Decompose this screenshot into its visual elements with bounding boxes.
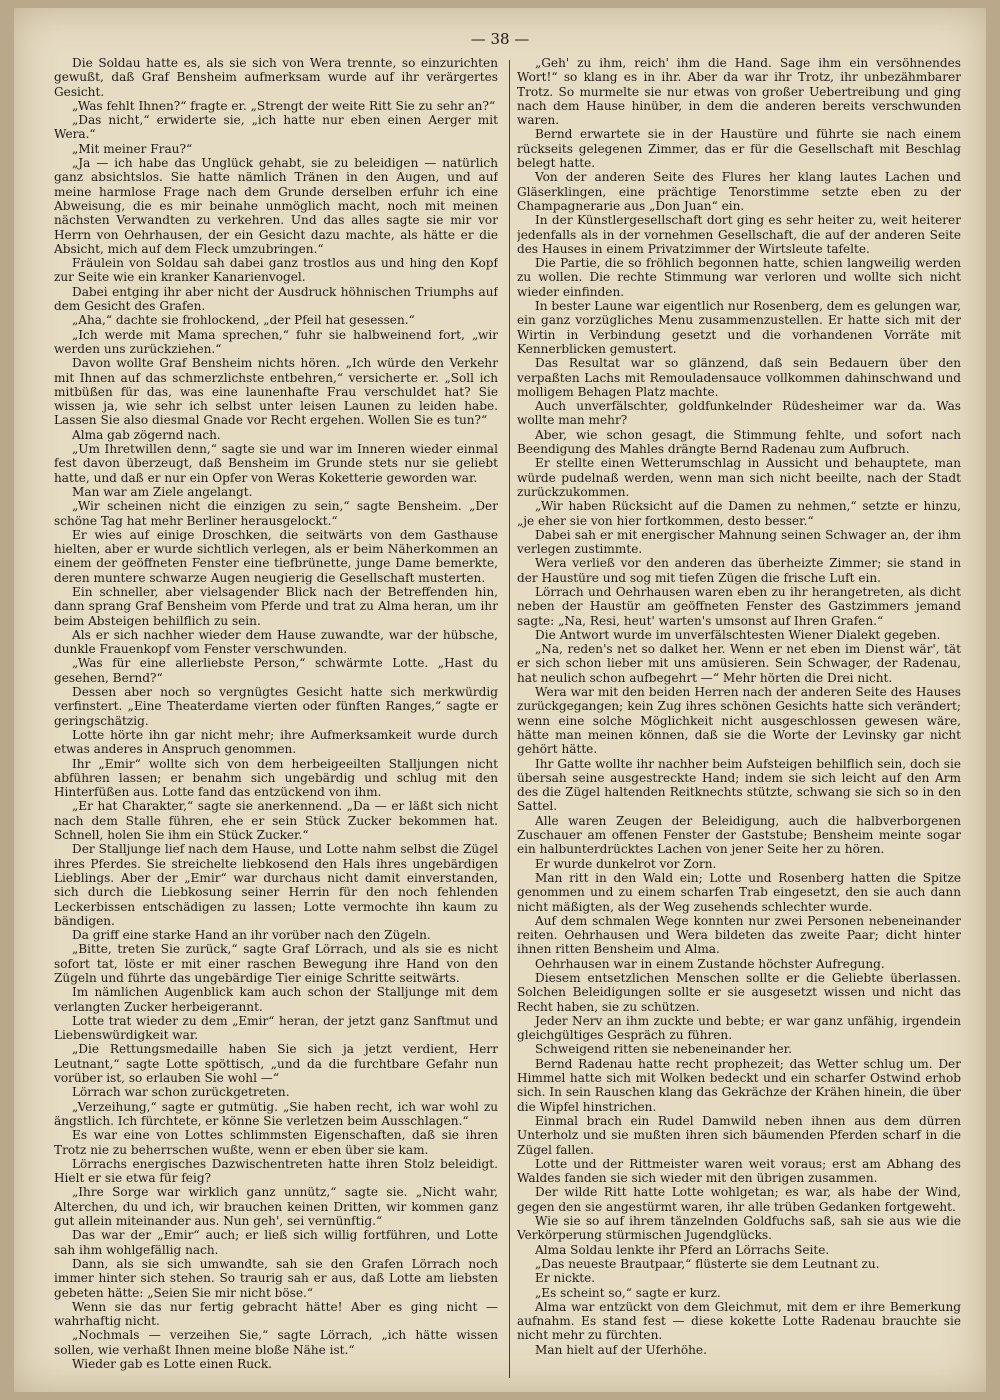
paragraph: Man ritt in den Wald ein; Lotte und Rosenberg hatten die Spitze genommen und zu einem scharfen Trab eingesetzt, den sie auch dann nicht mäßigten, als der Weg zusehends schlechter wurde. (517, 870, 961, 914)
paragraph: „Nochmals — verzeihen Sie,“ sagte Lörrach, „ich hätte wissen sollen, wie verhaßt Ihnen meine bloße Nähe ist.“ (54, 1328, 498, 1357)
paragraph: Die Soldau hatte es, als sie sich von Wera trennte, so einzurichten gewußt, daß Graf Bensheim aufmerksam wurde auf ihr verärgertes Gesicht. (54, 56, 498, 99)
paragraph: „Ich werde mit Mama sprechen,“ fuhr sie halbweinend fort, „wir werden uns zurückziehen.“ (54, 327, 498, 356)
paragraph: „Was für eine allerliebste Person,“ schwärmte Lotte. „Hast du gesehen, Bernd?“ (54, 656, 498, 685)
paragraph: Schweigend ritten sie nebeneinander her. (535, 1042, 792, 1057)
paragraph: „Es scheint so,“ sagte er kurz. (535, 1285, 721, 1300)
paragraph: „Geh' zu ihm, reich' ihm die Hand. Sage ihm ein versöhnendes Wort!“ so klang es in ihr. Aber da war ihr Trotz, ihr unbezähmbarer Trotz. So murmelte sie nur etwas von großer Uebertreibung und ging nach dem Hause hinüber, in dem die anderen bereits verschwunden waren. (517, 56, 961, 128)
paragraph: „Verzeihung,“ sagte er gutmütig. „Sie haben recht, ich war wohl zu ängstlich. Ich fürchtete, er könne Sie verletzen beim Ausschlagen.“ (54, 1099, 498, 1128)
right-column (517, 56, 961, 1382)
paragraph: Dessen aber noch so vergnügtes Gesicht hatte sich merkwürdig verfinstert. „Eine Theaterdame vierten oder fünften Ranges,“ sagte er geringschätzig. (54, 685, 498, 728)
paragraph: Da griff eine starke Hand an ihr vorüber nach den Zügeln. (72, 928, 431, 943)
paragraph: „Mit meiner Frau?“ (72, 141, 193, 156)
paragraph: Oehrhausen war in einem Zustande höchster Aufregung. (535, 956, 885, 971)
paragraph: Aber, wie schon gesagt, die Stimmung fehlte, und sofort nach Beendigung des Mahles drängte Bernd Radenau zum Aufbruch. (517, 427, 961, 457)
paragraph: Alma Soldau lenkte ihr Pferd an Lörrachs Seite. (535, 1242, 830, 1257)
paragraph: Lörrach war schon zurückgetreten. (72, 1085, 290, 1100)
paragraph: Jeder Nerv an ihm zuckte und bebte; er war ganz unfähig, irgendein gleichgültiges Gespräch zu führen. (517, 1013, 961, 1043)
paragraph: „Aha,“ dachte sie frohlockend, „der Pfeil hat gesessen.“ (72, 313, 415, 328)
paragraph: Wie sie so auf ihrem tänzelnden Goldfuchs saß, sah sie aus wie die Verkörperung stürmischen Jugendglücks. (517, 1214, 961, 1243)
paragraph: Alma gab zögernd nach. (72, 427, 221, 442)
paragraph: Lotte und der Rittmeister waren weit voraus; erst am Abhang des Waldes fanden sie sich wieder mit den übrigen zusammen. (517, 1156, 961, 1186)
paragraph: Alma war entzückt von dem Gleichmut, mit dem er ihre Bemerkung aufnahm. Es stand fest — diese kokette Lotte Radenau brauchte sie nicht mehr zu fürchten. (517, 1299, 961, 1343)
paragraph: Man hielt auf der Uferhöhe. (535, 1342, 707, 1357)
paragraph: „Wir haben Rücksicht auf die Damen zu nehmen,“ setzte er hinzu, „je eher sie von hier fortkommen, desto besser.“ (517, 499, 961, 528)
paragraph: Ihr „Emir“ wollte sich von dem herbeigeeilten Stalljungen nicht abführen lassen; er benahm sich ungebärdig und schlug mit den Hinterfüßen aus. Lotte fand das entzückend von ihm. (54, 756, 498, 800)
paragraph: Fräulein von Soldau sah dabei ganz trostlos aus und hing den Kopf zur Seite wie ein kranker Kanarienvogel. (54, 256, 498, 285)
paragraph: Wieder gab es Lotte einen Ruck. (72, 1357, 272, 1372)
paragraph: Davon wollte Graf Bensheim nichts hören. „Ich würde den Verkehr mit Ihnen auf das schmerzlichste entbehren,“ versicherte er. „Soll ich mitbüßen für das, was eine launenhafte Frau verschuldet hat? Sie wissen ja, wie sehr ich selbst unter leisen Launen zu leiden habe. Lassen Sie also diesmal Gnade vor Recht ergehen. Wollen Sie es tun?“ (54, 356, 498, 428)
paragraph: Dabei entging ihr aber nicht der Ausdruck höhnischen Triumphs auf dem Gesicht des Grafen. (54, 284, 498, 314)
paragraph: Die Antwort wurde im unverfälschtesten Wiener Dialekt gegeben. (535, 627, 941, 642)
paragraph: Im nämlichen Augenblick kam auch schon der Stalljunge mit dem verlangten Zucker herbeigerannt. (54, 985, 498, 1014)
paragraph: „Na, reden's net so dalket her. Wenn er net eben im Dienst wär', tät er sich schon lieber mit uns amüsieren. Sein Schwager, der Radenau, hat neulich schon aufbegehrt —“ Mehr hörten die Drei nicht. (517, 642, 961, 685)
paragraph: Wera verließ vor den anderen das überheizte Zimmer; sie stand in der Haustüre und sog mit tiefen Zügen die frische Luft ein. (517, 556, 961, 585)
paragraph: Man war am Ziele angelangt. (72, 484, 253, 499)
newspaper-page (14, 8, 986, 1392)
paragraph: Dabei sah er mit energischer Mahnung seinen Schwager an, der ihm verlegen zustimmte. (517, 527, 961, 557)
paragraph: Bernd erwartete sie in der Haustüre und führte sie nach einem rückseits gelegenen Zimmer, das er für die Gesellschaft mit Beschlag belegt hatte. (517, 127, 961, 171)
paragraph: „Das nicht,“ erwiderte sie, „ich hatte nur eben einen Aerger mit Wera.“ (54, 113, 498, 142)
paragraph: Als er sich nachher wieder dem Hause zuwandte, war der hübsche, dunkle Frauenkopf vom Fenster verschwunden. (54, 627, 498, 657)
paragraph: Wenn sie das nur fertig gebracht hätte! Aber es ging nicht — wahrhaftig nicht. (54, 1299, 498, 1329)
paragraph: Das war der „Emir“ auch; er ließ sich willig fortführen, und Lotte sah ihm wohlgefällig nach. (54, 1228, 498, 1257)
column-divider (509, 60, 510, 1378)
paragraph: „Wir scheinen nicht die einzigen zu sein,“ sagte Bensheim. „Der schöne Tag hat mehr Berliner herausgelockt.“ (54, 499, 498, 528)
paragraph: Lörrach und Oehrhausen waren eben zu ihr herangetreten, als dicht neben der Haustür am geöffneten Fenster des Gastzimmers jemand sagte: „Na, Resi, heut' warten's umsonst auf Ihren Grafen.“ (517, 584, 961, 628)
paragraph: „Er hat Charakter,“ sagte sie anerkennend. „Da — er läßt sich nicht nach dem Stalle führen, ehe er sein Stück Zucker bekommen hat. Schnell, holen Sie ihm ein Stück Zucker.“ (54, 799, 498, 843)
paragraph: Dann, als sie sich umwandte, sah sie den Grafen Lörrach noch immer hinter sich stehen. So traurig sah er aus, daß Lotte am liebsten gebeten hätte: „Seien Sie mir nicht böse.“ (54, 1256, 498, 1300)
paragraph: „Die Rettungsmedaille haben Sie sich ja jetzt verdient, Herr Leutnant,“ sagte Lotte spöttisch, „und da die furchtbare Gefahr nun vorüber ist, so erlauben Sie wohl —“ (54, 1042, 498, 1086)
paragraph: Lörrachs energisches Dazwischentreten hatte ihren Stolz beleidigt. Hielt er sie etwa für feig? (54, 1156, 498, 1186)
paragraph: Auch unverfälschter, goldfunkelnder Rüdesheimer war da. Was wollte man mehr? (517, 399, 961, 428)
paragraph: „Was fehlt Ihnen?“ fragte er. „Strengt der weite Ritt Sie zu sehr an?“ (72, 98, 496, 113)
paragraph: „Bitte, treten Sie zurück,“ sagte Graf Lörrach, und als sie es nicht sofort tat, löste er mit einer raschen Bewegung ihre Hand von den Zügeln und führte das ungebärdige Tier einige Schritte seitwärts. (54, 942, 498, 985)
paragraph: Ihr Gatte wollte ihr nachher beim Aufsteigen behilflich sein, doch sie übersah seine ausgestreckte Hand; indem sie sich leicht auf den Arm des die Zügel haltenden Reitknechts stützte, schwang sie sich so in den Sattel. (517, 756, 961, 814)
page-number: — 38 — (470, 30, 530, 48)
paragraph: Wera war mit den beiden Herren nach der anderen Seite des Hauses zurückgegangen; kein Zug ihres schönen Gesichts hatte sich verändert; wenn eine solche Möglichkeit nicht ausgeschlossen gewesen wäre, hätte man meinen können, daß sie die Worte der Levinsky gar nicht gehört hätte. (517, 685, 961, 757)
paragraph: „Das neueste Brautpaar,“ flüsterte sie dem Leutnant zu. (535, 1256, 880, 1271)
paragraph: Das Resultat war so glänzend, daß sein Bedauern über den verpaßten Lachs mit Remouladensauce vollkommen dahinschwand und molligem Behagen Platz machte. (517, 356, 961, 399)
paragraph: Einmal brach ein Rudel Damwild neben ihnen aus dem dürren Unterholz und sie mußten ihren sich bäumenden Pferden scharf in die Zügel fallen. (517, 1113, 961, 1157)
paragraph: Der wilde Ritt hatte Lotte wohlgetan; es war, als habe der Wind, gegen den sie angestürmt waren, ihr alle trüben Gedanken fortgeweht. (517, 1185, 961, 1214)
paragraph: Er wurde dunkelrot vor Zorn. (535, 856, 717, 871)
left-column (54, 56, 498, 1382)
paragraph: Er stellte einen Wetterumschlag in Aussicht und behauptete, man würde pudelnaß werden, wenn man sich nicht beeilte, nach der Stadt zurückzukommen. (517, 456, 961, 499)
paragraph: Der Stalljunge lief nach dem Hause, und Lotte nahm selbst die Zügel ihres Pferdes. Sie streichelte liebkosend den Hals ihres ungebärdigen Lieblings. Aber der „Emir“ war durchaus nicht damit einverstanden, sich durch die Liebkosung seiner Herrin für den noch fehlenden Leckerbissen entschädigen zu lassen; Lotte vermochte ihn kaum zu bändigen. (54, 842, 498, 928)
paragraph: Diesem entsetzlichen Menschen sollte er die Geliebte überlassen. Solchen Beleidigungen sollte er sie ausgesetzt wissen und nicht das Recht haben, sie zu schützen. (517, 971, 961, 1014)
paragraph: Die Partie, die so fröhlich begonnen hatte, schien langweilig werden zu wollen. Die rechte Stimmung war verloren und wollte sich nicht wieder einfinden. (517, 256, 961, 299)
paragraph: „Ihre Sorge war wirklich ganz unnütz,“ sagte sie. „Nicht wahr, Alterchen, du und ich, wir brauchen keinen Dritten, wir kommen ganz gut allein miteinander aus. Nun geh', sei vernünftig.“ (54, 1185, 498, 1229)
paragraph: Auf dem schmalen Wege konnten nur zwei Personen nebeneinander reiten. Oehrhausen und Wera bildeten das zweite Paar; dicht hinter ihnen ritten Bensheim und Alma. (517, 913, 961, 957)
paragraph: Alle waren Zeugen der Beleidigung, auch die halbverborgenen Zuschauer am offenen Fenster der Gaststube; Bensheim meinte sogar ein halbunterdrücktes Lachen von jener Seite her zu hören. (517, 813, 961, 857)
paragraph: Ein schneller, aber vielsagender Blick nach der Betreffenden hin, dann sprang Graf Bensheim vom Pferde und trat zu Alma heran, um ihr beim Absteigen behilflich zu sein. (54, 584, 498, 628)
paragraph: Er wies auf einige Droschken, die seitwärts von dem Gasthause hielten, aber er wurde sichtlich verlegen, als er beim Näherkommen an einem der geöffneten Fenster eine tiefbrünette, junge Dame bemerkte, deren muntere schwarze Augen neugierig die Gesellschaft musterten. (54, 527, 498, 585)
paragraph: „Um Ihretwillen denn,“ sagte sie und war im Inneren wieder einmal fest davon überzeugt, daß Bensheim im Grunde stets nur sie geliebt hatte, und daß er nur ein Opfer von Weras Koketterie geworden war. (54, 442, 498, 485)
paragraph: In der Künstlergesellschaft dort ging es sehr heiter zu, weit heiterer jedenfalls als in der vornehmen Gesellschaft, die auf der anderen Seite des Hauses in einem Privatzimmer der Wirtsleute tafelte. (517, 213, 961, 256)
paragraph: Lotte hörte ihn gar nicht mehr; ihre Aufmerksamkeit wurde durch etwas anderes in Anspruch genommen. (54, 727, 498, 757)
paragraph: Von der anderen Seite des Flures her klang lautes Lachen und Gläserklingen, eine prächtige Tenorstimme setzte eben zu der Champagnerarie aus „Don Juan“ ein. (517, 170, 961, 213)
paragraph: „Ja — ich habe das Unglück gehabt, sie zu beleidigen — natürlich ganz absichtslos. Sie hatte nämlich Tränen in den Augen, und auf meine harmlose Frage nach dem Grunde derselben erfuhr ich eine Abweisung, die es mir beinahe unmöglich macht, noch mit meinen nächsten Verwandten zu verkehren. Und das alles sagte sie mir vor Herrn von Oehrhausen, der ein Gesicht dazu machte, als hätte er die Absicht, mich auf dem Fleck umzubringen.“ (54, 156, 498, 256)
paragraph: In bester Laune war eigentlich nur Rosenberg, dem es gelungen war, ein ganz vorzügliches Menu zusammenzustellen. Er hatte sich mit der Wirtin in Verbindung gesetzt und die vorhandenen Vorräte mit Kennerblicken gemustert. (517, 299, 961, 356)
paragraph: Er nickte. (535, 1271, 596, 1286)
paragraph: Es war eine von Lottes schlimmsten Eigenschaften, daß sie ihren Trotz nie zu beherrschen wußte, wenn er eben über sie kam. (54, 1128, 498, 1157)
paragraph: Lotte trat wieder zu dem „Emir“ heran, der jetzt ganz Sanftmut und Liebenswürdigkeit war. (54, 1013, 498, 1043)
paragraph: Bernd Radenau hatte recht prophezeit; das Wetter schlug um. Der Himmel hatte sich mit Wolken bedeckt und ein scharfer Ostwind erhob sich. In sein Rauschen klang das Gekrächze der Krähen hinein, die über die Wipfel hinstrichen. (517, 1056, 961, 1114)
